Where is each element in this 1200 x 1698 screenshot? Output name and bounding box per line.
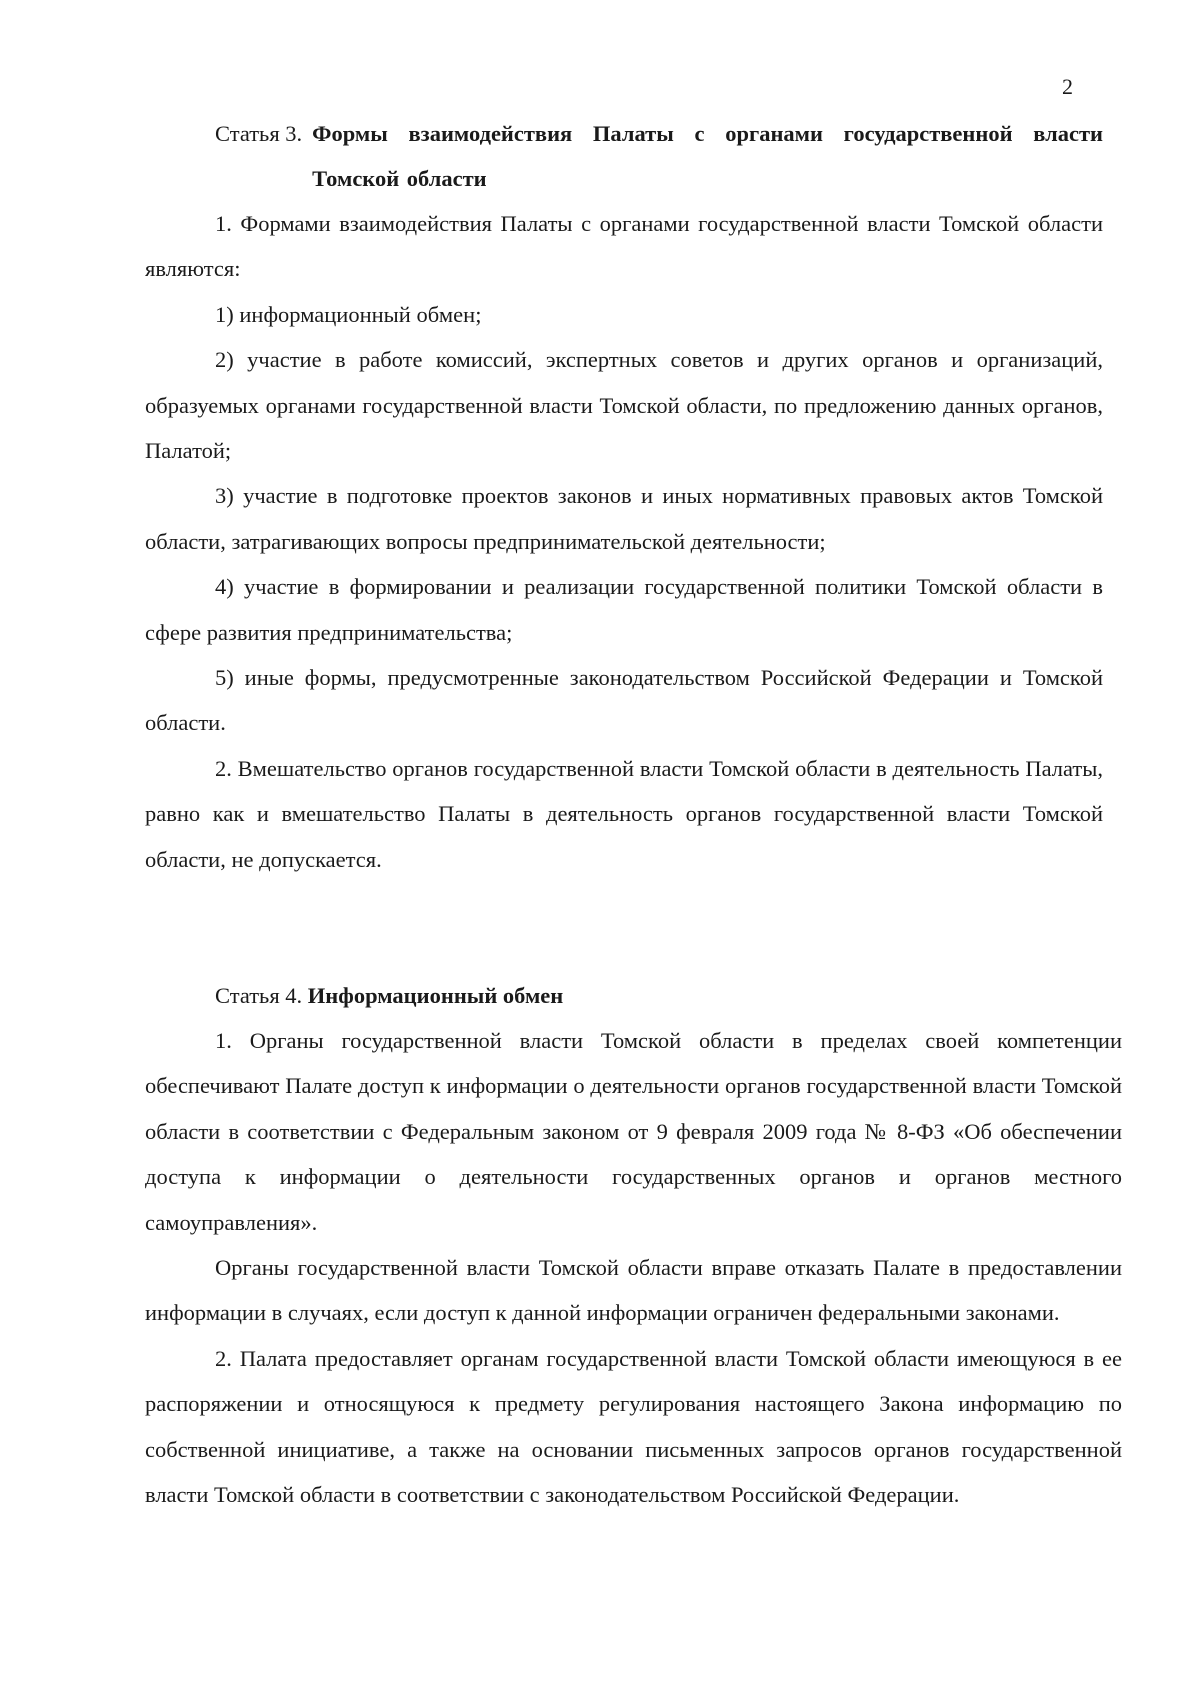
page-number: 2 [1062, 74, 1073, 99]
article-4-paragraph: 2. Палата предоставляет органам государственной власти Томской области имеющуюся в ее распоряжении и относящуюся к предмету регулирования настоящего Закона информацию по собственной инициативе, а также на основании письменных запросов органов государственной власти Томской области в соответствии с законодательством Российской Федерации. [145, 1345, 1122, 1508]
article-3-paragraph: 1) информационный обмен; [215, 301, 482, 327]
article-4-label: Статья 4. [215, 983, 303, 1008]
article-4-heading [215, 973, 1122, 1018]
article-4 [145, 973, 1122, 1517]
article-4-paragraph: 1. Органы государственной власти Томской области в пределах своей компетенции обеспечивают Палате доступ к информации о деятельности органов государственной власти Томской области в соответствии с Федеральным законом от 9 февраля 2009 года № 8-ФЗ «Об обеспечении доступа к информации о деятельности государственных органов и органов местного самоуправления». [145, 1028, 1122, 1235]
article-3-paragraph: 2) участие в работе комиссий, экспертных советов и других органов и организаций, образуемых органами государственной власти Томской области, по предложению данных органов, Палатой; [145, 347, 1103, 464]
article-4-title: Информационный обмен [307, 983, 564, 1008]
article-3 [145, 111, 1103, 882]
article-3-paragraph: 1. Формами взаимодействия Палаты с органами государственной власти Томской области являются: [145, 211, 1103, 282]
article-3-paragraph: 2. Вмешательство органов государственной власти Томской области в деятельность Палаты, равно как и вмешательство Палаты в деятельность органов государственной власти Томской области, не допускается. [145, 755, 1103, 872]
article-3-paragraph: 4) участие в формировании и реализации государственной политики Томской области в сфере развития предпринимательства; [145, 574, 1103, 645]
article-3-paragraph: 5) иные формы, предусмотренные законодательством Российской Федерации и Томской области. [145, 665, 1103, 736]
article-3-label: Статья 3. [215, 121, 303, 146]
article-3-heading [215, 111, 1103, 201]
article-4-paragraph: Органы государственной власти Томской области вправе отказать Палате в предоставлении информации в случаях, если доступ к данной информации ограничен федеральными законами. [145, 1255, 1122, 1326]
article-3-title: Формы взаимодействия Палаты с органами государственной власти Томской области [312, 121, 1103, 191]
article-3-paragraph: 3) участие в подготовке проектов законов и иных нормативных правовых актов Томской области, затрагивающих вопросы предпринимательской деятельности; [145, 483, 1103, 554]
